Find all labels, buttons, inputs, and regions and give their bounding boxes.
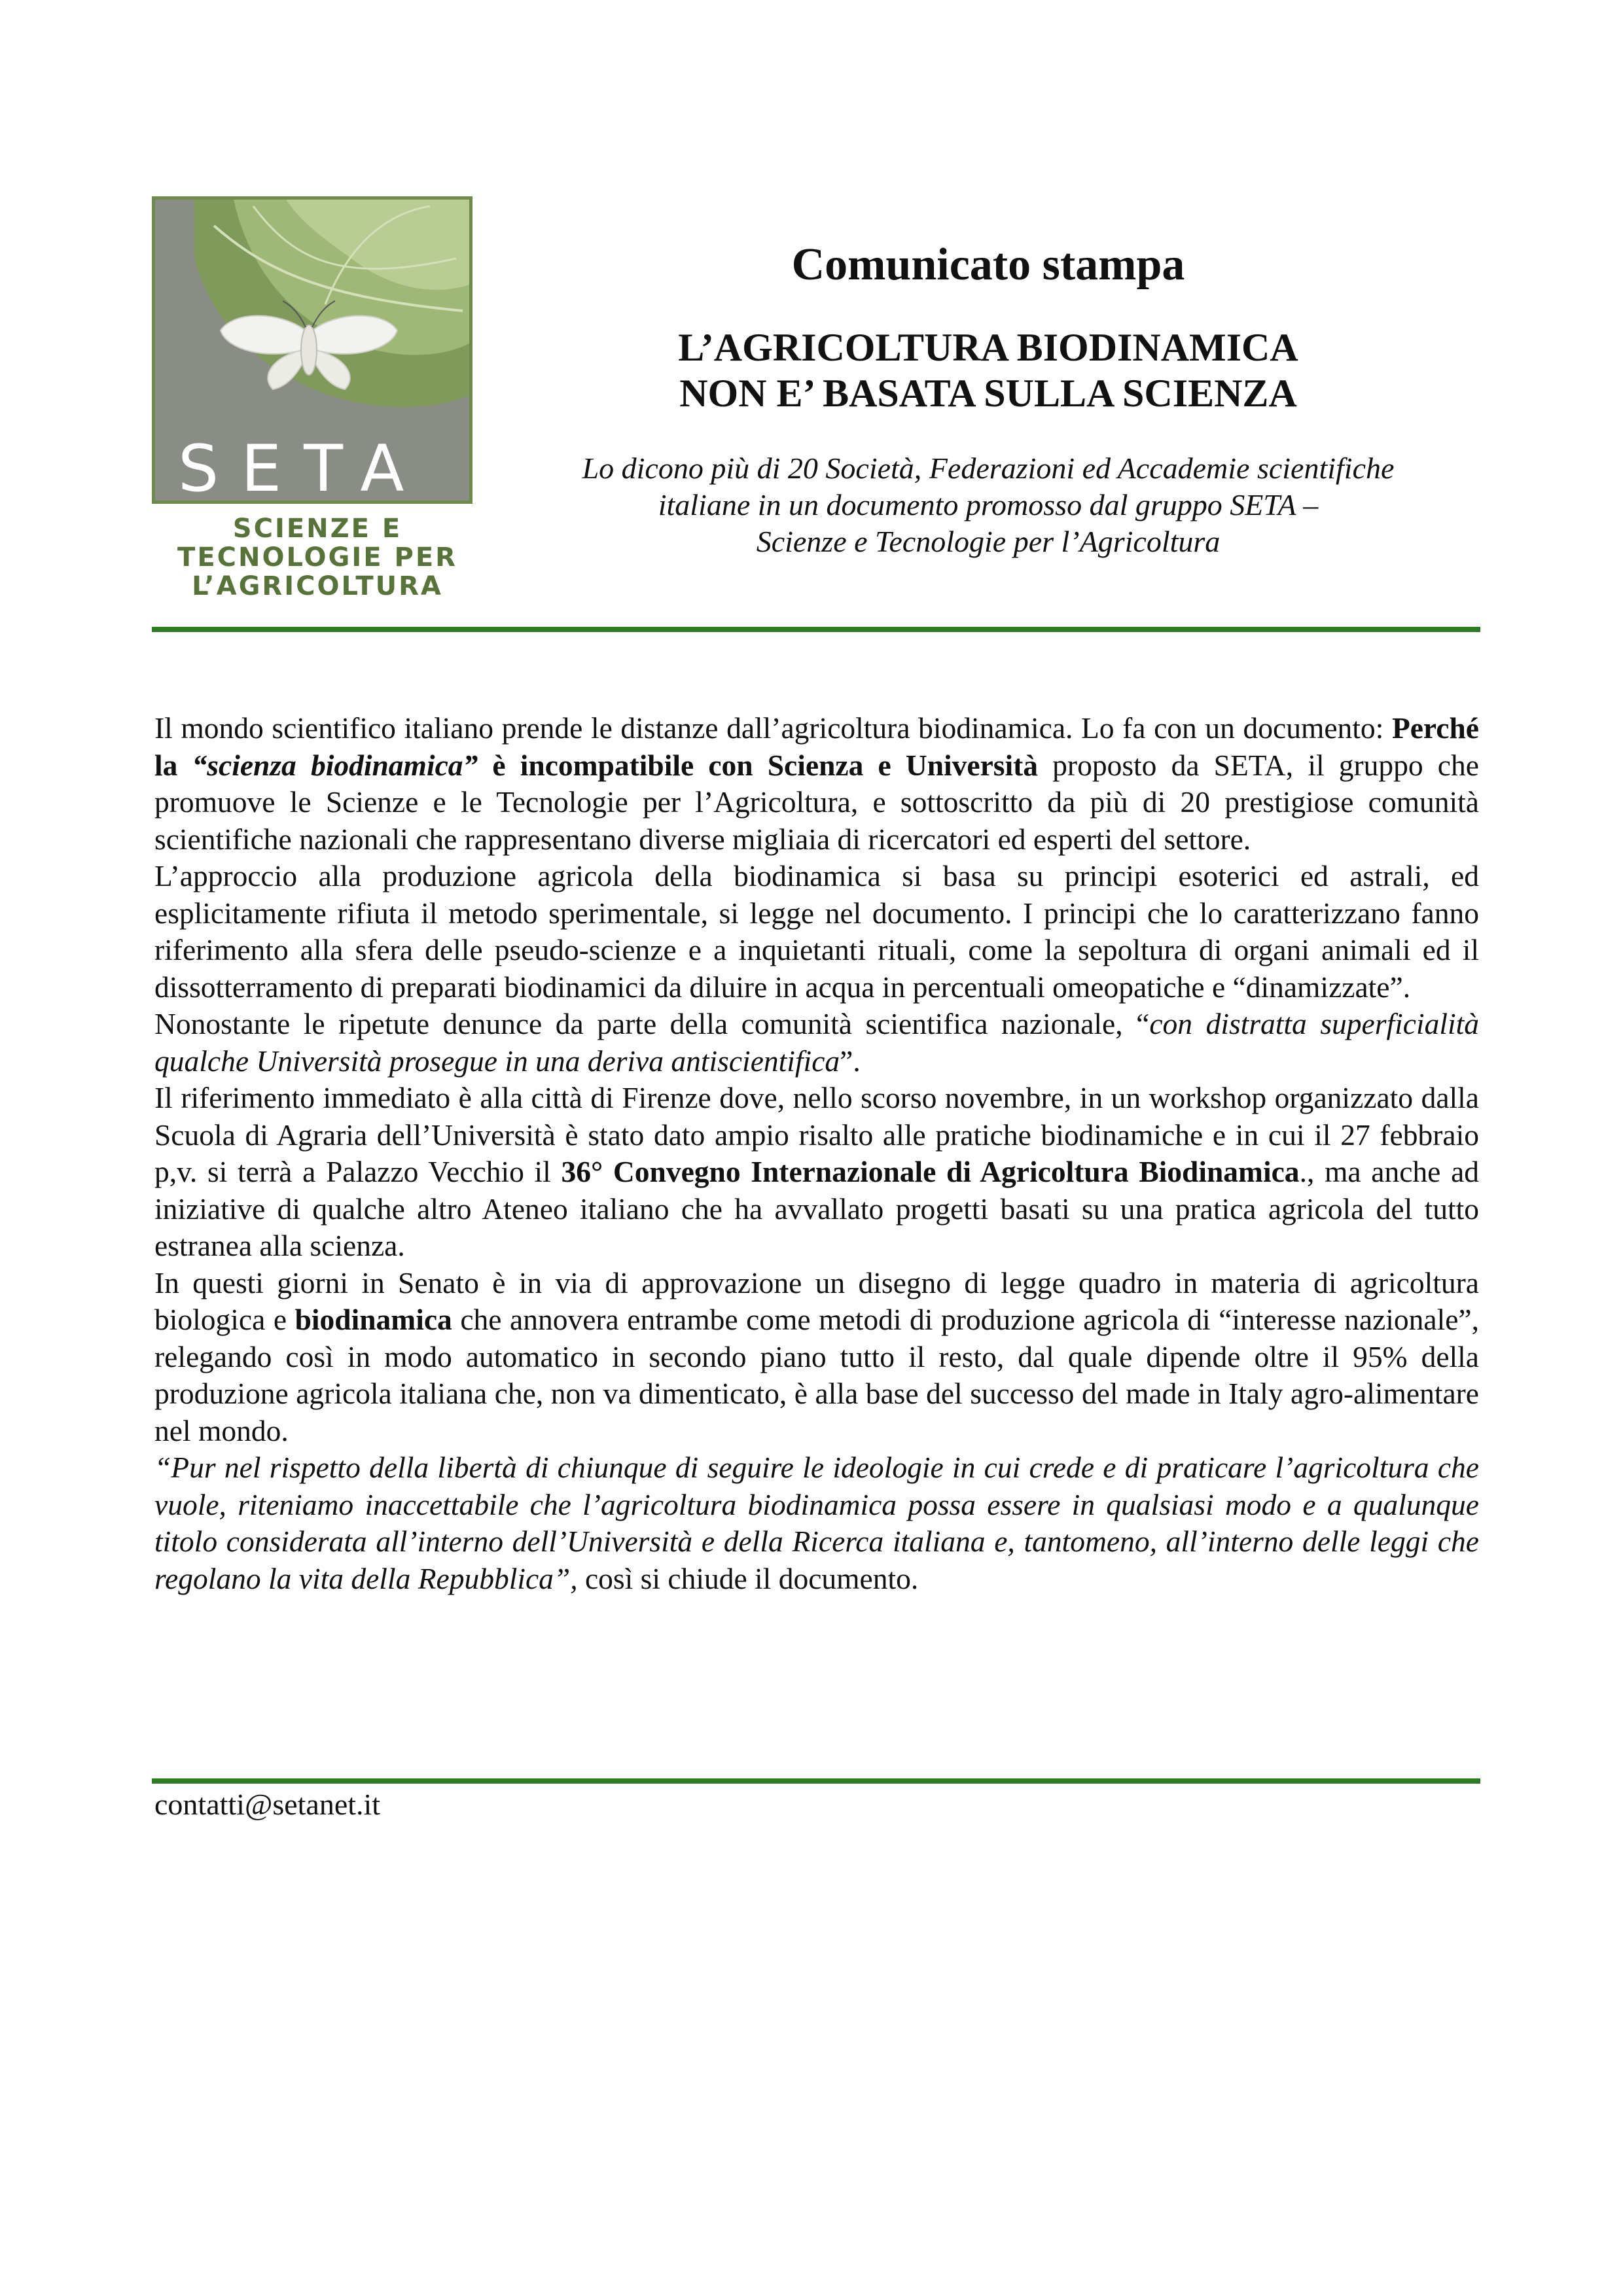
logo-tagline <box>157 514 478 601</box>
paragraph-5 <box>154 1265 1479 1450</box>
paragraph-3 <box>154 1006 1479 1080</box>
p1-doc-title-italic: “scienza biodinamica” <box>192 748 478 782</box>
headline-line-2: NON E’ BASATA SULLA SCIENZA <box>679 371 1297 415</box>
subheadline-line-1: Lo dicono più di 20 Società, Federazioni ed Accademie scientifiche <box>582 451 1395 485</box>
subheadline-line-3: Scienze e Tecnologie per l’Agricoltura <box>756 524 1221 558</box>
top-divider <box>152 627 1480 632</box>
logo-tagline-line-1: SCIENZE E <box>232 514 402 544</box>
p5-rest: che annovera entrambe come metodi di produzione agricola di “interesse nazionale”, relegando così in modo automatico in secondo piano tutto il resto, dal quale dipende oltre il 95% della produzione agricola italiana che, non va dimenticato, è alla base del successo del made in Italy agro-alimentare nel mondo. <box>154 1303 1479 1447</box>
headline <box>524 325 1453 416</box>
subheadline <box>524 450 1453 560</box>
p3-quote: con distratta superficialità qualche Università prosegue in una deriva antiscientifica <box>154 1007 1479 1078</box>
p1-doc-title-b: è incompatibile con Scienza e Università <box>478 748 1039 782</box>
paragraph-2: L’approccio alla produzione agricola della biodinamica si basa su principi esoterici ed astrali, ed esplicitamente rifiuta il metodo sperimentale, si legge nel documento. I principi che lo caratterizzano fanno riferimento alla sfera delle pseudo-scienze e a inquietanti rituali, come la sepoltura di organi animali ed il dissotterramento di preparati biodinamici da diluire in acqua in percentuali omeopatiche e “dinamizzate”. <box>154 859 1479 1004</box>
article-body <box>154 710 1479 1597</box>
bottom-divider <box>152 1778 1480 1784</box>
p5-intro: In questi giorni in Senato è in via di approvazione un disegno di legge quadro in materia di agricoltura biologica e <box>154 1265 1479 1336</box>
logo-brand-text: SETA <box>178 432 427 506</box>
logo-tagline-line-2: TECNOLOGIE PER <box>177 542 457 573</box>
p4-event: 36° Convegno Internazionale di Agricoltura Biodinamica <box>561 1155 1300 1188</box>
p4-intro: Il riferimento immediato è alla città di Firenze dove, nello scorso novembre, in un workshop organizzato dalla Scuola di Agraria dell’Università è stato dato ampio risalto alle pratiche biodinamiche e in cui il 27 febbraio p,v. si terrà a Palazzo Vecchio il <box>154 1081 1479 1188</box>
p4-rest: ., ma anche ad iniziative di qualche altro Ateneo italiano che ha avvallato progetti basati su una pratica agricola del tutto estranea alla scienza. <box>154 1155 1480 1262</box>
contact-email: contatti@setanet.it <box>154 1788 381 1821</box>
p1-doc-title-a: Perché la <box>154 711 1479 782</box>
p5-bold: biodinamica <box>294 1303 452 1336</box>
seta-logo <box>152 196 479 602</box>
paragraph-1 <box>154 710 1479 858</box>
paragraph-4 <box>154 1080 1479 1265</box>
logo-tagline-line-3: L’AGRICOLTURA <box>192 571 443 601</box>
p3-end: ”. <box>840 1044 861 1078</box>
document-type-title: Comunicato stampa <box>791 239 1185 290</box>
paragraph-6 <box>154 1449 1479 1597</box>
p1-rest: proposto da SETA, il gruppo che promuove le Scienze e le Tecnologie per l’Agricoltura, e sottoscritto da più di 20 prestigiose comunità scientifiche nazionali che rappresentano diverse migliaia di ricercatori ed esperti del settore. <box>154 748 1479 856</box>
p1-intro: Il mondo scientifico italiano prende le distanze dall’agricoltura biodinamica. Lo fa con un documento: <box>154 711 1392 745</box>
p6-quote: “Pur nel rispetto della libertà di chiunque di seguire le ideologie in cui crede e di praticare l’agricoltura che vuole, riteniamo inaccettabile che l’agricoltura biodinamica possa essere in qualsiasi modo e a qualunque titolo considerata all’interno dell’Università e della Ricerca italiana e, tantomeno, all’interno delle leggi che regolano la vita della Repubblica”, <box>154 1451 1479 1595</box>
p3-intro: Nonostante le ripetute denunce da parte della comunità scientifica nazionale, “ <box>154 1007 1150 1040</box>
headline-line-1: L’AGRICOLTURA BIODINAMICA <box>678 325 1298 369</box>
subheadline-line-2: italiane in un documento promosso dal gruppo SETA – <box>658 487 1319 521</box>
p6-end: così si chiude il documento. <box>577 1561 919 1595</box>
press-release-header <box>524 239 1453 560</box>
